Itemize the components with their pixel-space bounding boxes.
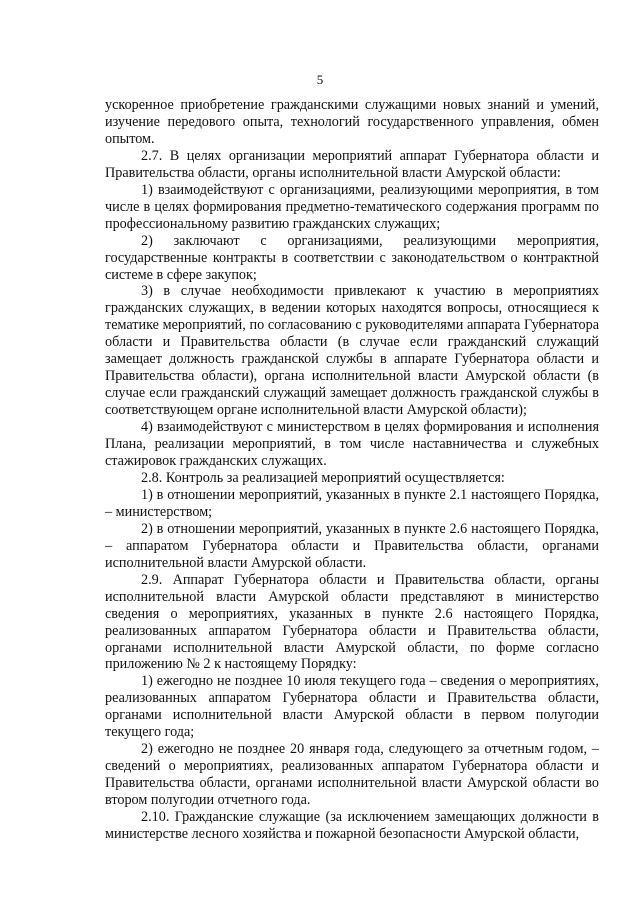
paragraph-2-9-item-1: 1) ежегодно не позднее 10 июля текущего года – сведения о мероприятиях, реализованных аппаратом Губернатора области и Правительства области, органами исполнительной власти Амурской области в первом полугодии текущего года;	[105, 673, 599, 741]
paragraph-2-7-item-2: 2) заключают с организациями, реализующими мероприятия, государственные контракты в соответствии с законодательством о контрактной системе в сфере закупок;	[105, 232, 599, 283]
paragraph-2-7: 2.7. В целях организации мероприятий аппарат Губернатора области и Правительства области, органы исполнительной власти Амурской области:	[105, 147, 599, 181]
paragraph-2-8-item-1: 1) в отношении мероприятий, указанных в пункте 2.1 настоящего Порядка, – министерством;	[105, 486, 599, 520]
paragraph-continuation: ускоренное приобретение гражданскими служащими новых знаний и умений, изучение передового опыта, технологий государственного управления, обмен опытом.	[105, 97, 599, 147]
paragraph-2-8-item-2: 2) в отношении мероприятий, указанных в пункте 2.6 настоящего Порядка, – аппаратом Губернатора области и Правительства области, органами исполнительной власти Амурской области.	[105, 520, 599, 571]
paragraph-2-10: 2.10. Гражданские служащие (за исключением замещающих должности в министерстве лесного хозяйства и пожарной безопасности Амурской области,	[105, 809, 599, 842]
document-body	[105, 97, 599, 843]
paragraph-2-7-item-1: 1) взаимодействуют с организациями, реализующими мероприятия, в том числе в целях формирования предметно-тематического содержания программ по профессиональному развитию гражданских служащих;	[105, 181, 599, 232]
paragraph-2-9: 2.9. Аппарат Губернатора области и Правительства области, органы исполнительной власти Амурской области представляют в министерство сведения о мероприятиях, указанных в пункте 2.6 настоящего Порядка, реализованных аппаратом Губернатора области и Правительства области, органами исполнительной власти Амурской области, по форме согласно приложению № 2 к настоящему Порядку:	[105, 571, 599, 673]
paragraph-2-7-item-3: 3) в случае необходимости привлекают к участию в мероприятиях гражданских служащих, в ведении которых находятся вопросы, относящиеся к тематике мероприятий, по согласованию с руководителями аппарата Губернатора области и Правительства области (в случае если гражданский служащий замещает должность гражданской службы в аппарате Губернатора области и Правительства области), органа исполнительной власти Амурской области (в случае если гражданский служащий замещает должность гражданской службы в соответствующем органе исполнительной власти Амурской области);	[105, 283, 599, 419]
page-number: 5	[316, 72, 324, 87]
paragraph-2-9-item-2: 2) ежегодно не позднее 20 января года, следующего за отчетным годом, – сведений о мероприятиях, реализованных аппаратом Губернатора области и Правительства области, органами исполнительной власти Амурской области во втором полугодии отчетного года.	[105, 741, 599, 809]
paragraph-2-8: 2.8. Контроль за реализацией мероприятий осуществляется:	[141, 469, 505, 486]
paragraph-2-7-item-4: 4) взаимодействуют с министерством в целях формирования и исполнения Плана, реализации мероприятий, в том числе наставничества и служебных стажировок гражданских служащих.	[105, 419, 599, 470]
